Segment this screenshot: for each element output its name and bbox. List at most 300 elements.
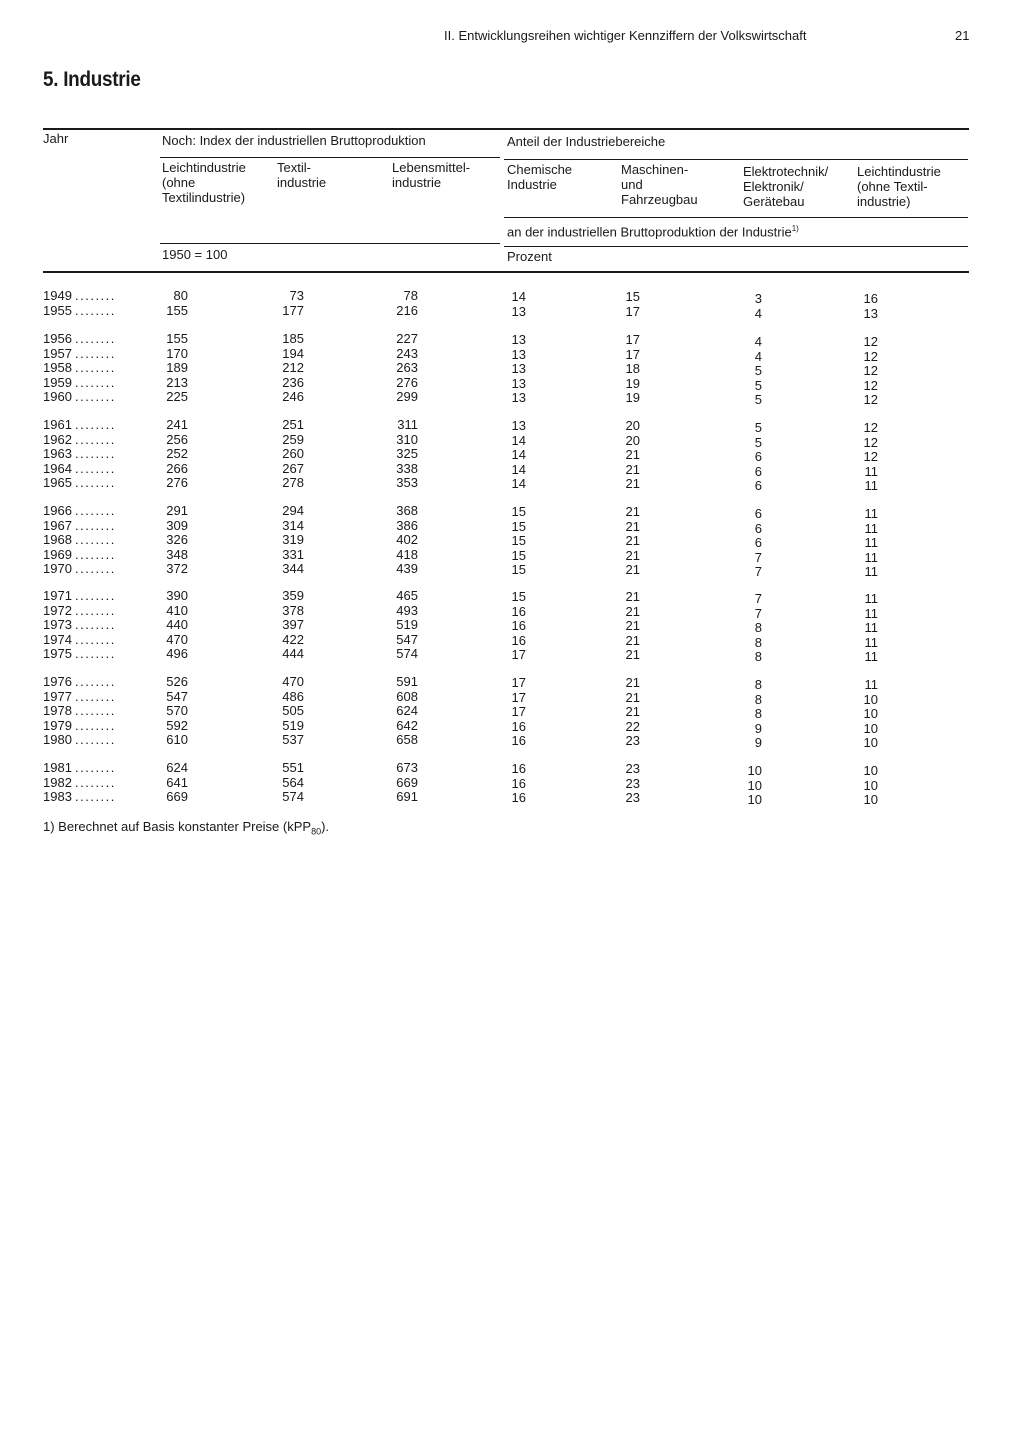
- dot-leader: ........: [75, 774, 116, 790]
- cell-chemische-industrie: 16: [511, 761, 526, 776]
- cell-textilindustrie: 73: [289, 288, 304, 303]
- table-row: [0, 732, 1024, 750]
- cell-leichtindustrie-index: 80: [173, 288, 188, 303]
- cell-elektrotechnik: 4: [754, 305, 762, 321]
- cell-lebensmittelindustrie: 263: [396, 360, 418, 375]
- cell-elektrotechnik: 9: [754, 720, 762, 736]
- cell-chemische-industrie: 14: [511, 476, 526, 491]
- cell-leichtindustrie-share: 11: [864, 549, 878, 565]
- table-row: [0, 331, 1024, 349]
- dot-leader: ........: [75, 288, 116, 303]
- cell-maschinen-fahrzeugbau: 21: [625, 618, 640, 633]
- cell-lebensmittelindustrie: 608: [396, 688, 418, 704]
- dot-leader: ........: [75, 732, 116, 747]
- year-cell: 1972: [43, 602, 72, 618]
- dot-leader: ........: [75, 588, 116, 603]
- cell-lebensmittelindustrie: 386: [396, 517, 418, 533]
- cell-lebensmittelindustrie: 658: [396, 732, 418, 747]
- table-row: [0, 517, 1024, 536]
- year-cell: 1971: [43, 588, 72, 603]
- cell-lebensmittelindustrie: 519: [396, 617, 418, 632]
- share-unit-rule: [504, 246, 968, 247]
- dot-leader: ........: [75, 789, 116, 804]
- cell-maschinen-fahrzeugbau: 18: [625, 361, 640, 376]
- cell-maschinen-fahrzeugbau: 23: [625, 733, 640, 748]
- cell-textilindustrie: 260: [282, 446, 304, 461]
- cell-maschinen-fahrzeugbau: 17: [625, 303, 640, 319]
- cell-textilindustrie: 574: [282, 789, 304, 804]
- cell-elektrotechnik: 6: [754, 463, 762, 479]
- column-header-year: Jahr: [43, 131, 69, 146]
- cell-chemische-industrie: 17: [511, 689, 526, 705]
- cell-leichtindustrie-share: 16: [863, 291, 878, 306]
- cell-lebensmittelindustrie: 299: [396, 389, 418, 404]
- cell-elektrotechnik: 10: [747, 763, 762, 778]
- table-row: [0, 546, 1024, 565]
- cell-maschinen-fahrzeugbau: 23: [625, 775, 640, 791]
- cell-maschinen-fahrzeugbau: 21: [625, 689, 640, 705]
- cell-textilindustrie: 359: [282, 588, 304, 603]
- table-row: [0, 446, 1024, 464]
- column-header-chemische-industrie: Chemische Industrie: [507, 162, 573, 192]
- cell-leichtindustrie-index: 225: [166, 389, 188, 404]
- cell-leichtindustrie-share: 10: [863, 691, 878, 707]
- cell-leichtindustrie-share: 11: [864, 478, 878, 493]
- cell-leichtindustrie-share: 11: [864, 520, 878, 536]
- cell-leichtindustrie-share: 10: [863, 735, 878, 750]
- group-header-share: Anteil der Industriebereiche: [507, 134, 666, 149]
- cell-elektrotechnik: 8: [754, 620, 762, 635]
- cell-textilindustrie: 194: [282, 345, 304, 361]
- cell-leichtindustrie-share: 12: [863, 392, 878, 407]
- table-row: [0, 703, 1024, 721]
- cell-chemische-industrie: 15: [511, 533, 526, 548]
- table-row: [0, 617, 1024, 635]
- cell-textilindustrie: 470: [282, 674, 304, 689]
- year-cell: 1963: [43, 446, 72, 461]
- year-cell: 1977: [43, 688, 72, 704]
- cell-textilindustrie: 378: [282, 602, 304, 618]
- cell-maschinen-fahrzeugbau: 21: [625, 476, 640, 491]
- cell-elektrotechnik: 7: [754, 591, 762, 606]
- cell-leichtindustrie-index: 170: [166, 345, 188, 361]
- cell-leichtindustrie-share: 11: [864, 649, 878, 664]
- year-cell: 1966: [43, 503, 72, 518]
- column-header-leichtindustrie-index: Leichtindustrie (ohne Textilindustrie): [162, 160, 246, 205]
- cell-leichtindustrie-share: 11: [864, 605, 878, 621]
- cell-elektrotechnik: 5: [754, 434, 762, 450]
- table-row: [0, 460, 1024, 479]
- cell-leichtindustrie-index: 309: [166, 517, 188, 533]
- cell-textilindustrie: 397: [282, 617, 304, 632]
- cell-leichtindustrie-index: 610: [166, 732, 188, 747]
- cell-leichtindustrie-index: 155: [166, 302, 188, 318]
- cell-chemische-industrie: 17: [511, 675, 526, 690]
- column-header-lebensmittelindustrie: Lebensmittel- industrie: [392, 160, 471, 190]
- cell-elektrotechnik: 8: [754, 634, 762, 650]
- cell-leichtindustrie-index: 348: [166, 546, 188, 562]
- cell-elektrotechnik: 6: [754, 449, 762, 464]
- year-cell: 1983: [43, 789, 72, 804]
- cell-maschinen-fahrzeugbau: 21: [625, 518, 640, 534]
- cell-leichtindustrie-index: 570: [166, 703, 188, 718]
- cell-chemische-industrie: 15: [511, 562, 526, 577]
- cell-maschinen-fahrzeugbau: 22: [625, 718, 640, 734]
- cell-leichtindustrie-share: 12: [863, 434, 878, 450]
- cell-elektrotechnik: 6: [754, 535, 762, 550]
- dot-leader: ........: [75, 631, 116, 647]
- cell-leichtindustrie-share: 12: [863, 420, 878, 435]
- year-cell: 1949: [43, 288, 72, 303]
- cell-chemische-industrie: 13: [511, 303, 526, 319]
- table-row: [0, 760, 1024, 778]
- cell-lebensmittelindustrie: 227: [396, 331, 418, 346]
- page-number: 21: [955, 28, 970, 43]
- cell-lebensmittelindustrie: 624: [396, 703, 418, 718]
- cell-elektrotechnik: 7: [754, 564, 762, 579]
- cell-lebensmittelindustrie: 547: [396, 631, 418, 647]
- cell-chemische-industrie: 15: [511, 518, 526, 534]
- year-cell: 1982: [43, 774, 72, 790]
- table-row: [0, 345, 1024, 364]
- cell-leichtindustrie-index: 189: [166, 360, 188, 375]
- cell-elektrotechnik: 7: [754, 549, 762, 565]
- cell-textilindustrie: 319: [282, 532, 304, 547]
- cell-chemische-industrie: 16: [511, 790, 526, 805]
- cell-chemische-industrie: 16: [511, 775, 526, 791]
- cell-leichtindustrie-index: 213: [166, 374, 188, 390]
- cell-lebensmittelindustrie: 276: [396, 374, 418, 390]
- cell-textilindustrie: 278: [282, 475, 304, 490]
- cell-maschinen-fahrzeugbau: 21: [625, 461, 640, 477]
- running-title: II. Entwicklungsreihen wichtiger Kennziffern der Volkswirtschaft: [444, 28, 807, 43]
- cell-lebensmittelindustrie: 493: [396, 602, 418, 618]
- cell-leichtindustrie-index: 669: [166, 789, 188, 804]
- cell-leichtindustrie-share: 13: [863, 305, 878, 321]
- cell-chemische-industrie: 13: [511, 375, 526, 391]
- table-row: [0, 360, 1024, 378]
- dot-leader: ........: [75, 717, 116, 733]
- cell-leichtindustrie-share: 10: [863, 792, 878, 807]
- cell-chemische-industrie: 17: [511, 647, 526, 662]
- cell-leichtindustrie-share: 12: [863, 449, 878, 464]
- cell-chemische-industrie: 13: [511, 361, 526, 376]
- dot-leader: ........: [75, 360, 116, 375]
- cell-leichtindustrie-share: 11: [864, 506, 878, 521]
- cell-leichtindustrie-index: 547: [166, 688, 188, 704]
- cell-leichtindustrie-share: 10: [863, 720, 878, 736]
- index-group-rule: [160, 157, 500, 158]
- cell-leichtindustrie-index: 592: [166, 717, 188, 733]
- cell-leichtindustrie-index: 390: [166, 588, 188, 603]
- cell-leichtindustrie-index: 155: [166, 331, 188, 346]
- dot-leader: ........: [75, 760, 116, 775]
- cell-leichtindustrie-index: 276: [166, 475, 188, 490]
- cell-textilindustrie: 294: [282, 503, 304, 518]
- dot-leader: ........: [75, 546, 116, 562]
- cell-textilindustrie: 212: [282, 360, 304, 375]
- cell-textilindustrie: 519: [282, 717, 304, 733]
- cell-elektrotechnik: 6: [754, 520, 762, 536]
- cell-lebensmittelindustrie: 353: [396, 475, 418, 490]
- cell-leichtindustrie-share: 10: [863, 777, 878, 793]
- cell-chemische-industrie: 13: [511, 418, 526, 433]
- table-row: [0, 789, 1024, 807]
- cell-leichtindustrie-index: 496: [166, 646, 188, 661]
- cell-elektrotechnik: 8: [754, 677, 762, 692]
- cell-lebensmittelindustrie: 325: [396, 446, 418, 461]
- dot-leader: ........: [75, 532, 116, 547]
- cell-leichtindustrie-share: 11: [864, 620, 878, 635]
- dot-leader: ........: [75, 417, 116, 432]
- cell-maschinen-fahrzeugbau: 21: [625, 632, 640, 648]
- cell-lebensmittelindustrie: 311: [397, 417, 418, 432]
- cell-textilindustrie: 331: [282, 546, 304, 562]
- cell-chemische-industrie: 15: [511, 547, 526, 563]
- cell-leichtindustrie-index: 266: [166, 460, 188, 476]
- cell-leichtindustrie-share: 11: [864, 591, 878, 606]
- cell-chemische-industrie: 13: [511, 390, 526, 405]
- cell-leichtindustrie-share: 11: [864, 634, 878, 650]
- dot-leader: ........: [75, 460, 116, 476]
- cell-chemische-industrie: 16: [511, 718, 526, 734]
- cell-textilindustrie: 177: [282, 302, 304, 318]
- cell-maschinen-fahrzeugbau: 17: [625, 346, 640, 362]
- cell-leichtindustrie-index: 372: [166, 561, 188, 576]
- share-group-rule: [504, 159, 968, 160]
- footnote: 1) Berechnet auf Basis konstanter Preise (kPP$_{80}$).: [43, 819, 330, 837]
- dot-leader: ........: [75, 602, 116, 618]
- cell-maschinen-fahrzeugbau: 21: [625, 647, 640, 662]
- cell-textilindustrie: 505: [282, 703, 304, 718]
- cell-leichtindustrie-share: 12: [863, 334, 878, 349]
- cell-leichtindustrie-share: 11: [864, 535, 878, 550]
- cell-elektrotechnik: 8: [754, 649, 762, 664]
- year-cell: 1957: [43, 345, 72, 361]
- dot-leader: ........: [75, 503, 116, 518]
- cell-lebensmittelindustrie: 669: [396, 774, 418, 790]
- column-header-leichtindustrie-share: Leichtindustrie (ohne Textil- industrie): [857, 164, 941, 209]
- cell-elektrotechnik: 3: [754, 291, 762, 306]
- cell-chemische-industrie: 13: [511, 346, 526, 362]
- cell-leichtindustrie-index: 526: [166, 674, 188, 689]
- cell-lebensmittelindustrie: 78: [403, 288, 418, 303]
- cell-elektrotechnik: 10: [747, 792, 762, 807]
- cell-leichtindustrie-index: 470: [166, 631, 188, 647]
- cell-textilindustrie: 444: [282, 646, 304, 661]
- cell-textilindustrie: 551: [282, 760, 304, 775]
- table-header-bottom-rule: [43, 271, 969, 273]
- cell-lebensmittelindustrie: 691: [396, 789, 418, 804]
- table-row: [0, 602, 1024, 621]
- year-cell: 1964: [43, 460, 72, 476]
- cell-maschinen-fahrzeugbau: 20: [625, 418, 640, 433]
- year-cell: 1969: [43, 546, 72, 562]
- cell-maschinen-fahrzeugbau: 19: [625, 375, 640, 391]
- dot-leader: ........: [75, 703, 116, 718]
- column-header-maschinen-fahrzeugbau: Maschinen- und Fahrzeugbau: [621, 162, 698, 207]
- year-cell: 1981: [43, 760, 72, 775]
- dot-leader: ........: [75, 431, 116, 447]
- cell-maschinen-fahrzeugbau: 21: [625, 589, 640, 604]
- dot-leader: ........: [75, 331, 116, 346]
- cell-lebensmittelindustrie: 591: [396, 674, 418, 689]
- cell-textilindustrie: 537: [282, 732, 304, 747]
- cell-maschinen-fahrzeugbau: 21: [625, 704, 640, 719]
- cell-elektrotechnik: 4: [754, 334, 762, 349]
- table-row: [0, 561, 1024, 579]
- cell-lebensmittelindustrie: 216: [396, 302, 418, 318]
- cell-chemische-industrie: 16: [511, 618, 526, 633]
- cell-textilindustrie: 251: [282, 417, 304, 432]
- cell-chemische-industrie: 16: [511, 603, 526, 619]
- cell-chemische-industrie: 16: [511, 733, 526, 748]
- cell-leichtindustrie-index: 291: [166, 503, 188, 518]
- table-row: [0, 717, 1024, 736]
- cell-elektrotechnik: 5: [754, 392, 762, 407]
- year-cell: 1956: [43, 331, 72, 346]
- cell-lebensmittelindustrie: 642: [396, 717, 418, 733]
- table-row: [0, 774, 1024, 793]
- cell-textilindustrie: 246: [282, 389, 304, 404]
- dot-leader: ........: [75, 646, 116, 661]
- table-row: [0, 431, 1024, 450]
- cell-leichtindustrie-share: 11: [864, 463, 878, 479]
- share-unit-label: Prozent: [507, 249, 552, 264]
- cell-maschinen-fahrzeugbau: 23: [625, 761, 640, 776]
- year-cell: 1979: [43, 717, 72, 733]
- column-header-elektrotechnik: Elektrotechnik/ Elektronik/ Gerätebau: [743, 164, 829, 209]
- cell-leichtindustrie-index: 440: [166, 617, 188, 632]
- share-basis-label: an der industriellen Bruttoproduktion der Industrie$^{1)}$: [507, 224, 799, 240]
- year-cell: 1960: [43, 389, 72, 404]
- cell-maschinen-fahrzeugbau: 21: [625, 603, 640, 619]
- cell-textilindustrie: 185: [282, 331, 304, 346]
- dot-leader: ........: [75, 561, 116, 576]
- cell-lebensmittelindustrie: 368: [396, 503, 418, 518]
- cell-maschinen-fahrzeugbau: 21: [625, 533, 640, 548]
- cell-lebensmittelindustrie: 338: [396, 460, 418, 476]
- cell-elektrotechnik: 9: [754, 735, 762, 750]
- table-row: [0, 688, 1024, 707]
- cell-maschinen-fahrzeugbau: 21: [625, 447, 640, 462]
- dot-leader: ........: [75, 374, 116, 390]
- table-row: [0, 532, 1024, 550]
- cell-chemische-industrie: 13: [511, 332, 526, 347]
- cell-lebensmittelindustrie: 310: [396, 431, 418, 447]
- year-cell: 1968: [43, 532, 72, 547]
- cell-elektrotechnik: 7: [754, 605, 762, 621]
- section-title: 5. Industrie: [43, 68, 141, 91]
- cell-leichtindustrie-index: 410: [166, 602, 188, 618]
- cell-elektrotechnik: 6: [754, 506, 762, 521]
- cell-maschinen-fahrzeugbau: 21: [625, 504, 640, 519]
- table-row: [0, 503, 1024, 521]
- group-header-index: Noch: Index der industriellen Bruttoproduktion: [162, 133, 426, 148]
- cell-maschinen-fahrzeugbau: 17: [625, 332, 640, 347]
- year-cell: 1965: [43, 475, 72, 490]
- cell-textilindustrie: 422: [282, 631, 304, 647]
- cell-lebensmittelindustrie: 439: [396, 561, 418, 576]
- dot-leader: ........: [75, 446, 116, 461]
- year-cell: 1955: [43, 302, 72, 318]
- cell-elektrotechnik: 4: [754, 348, 762, 364]
- table-row: [0, 288, 1024, 306]
- table-row: [0, 475, 1024, 493]
- dot-leader: ........: [75, 345, 116, 361]
- year-cell: 1978: [43, 703, 72, 718]
- cell-leichtindustrie-index: 241: [166, 417, 188, 432]
- cell-lebensmittelindustrie: 673: [396, 760, 418, 775]
- year-cell: 1958: [43, 360, 72, 375]
- table-row: [0, 588, 1024, 606]
- cell-textilindustrie: 486: [282, 688, 304, 704]
- year-cell: 1974: [43, 631, 72, 647]
- dot-leader: ........: [75, 517, 116, 533]
- year-cell: 1976: [43, 674, 72, 689]
- year-cell: 1973: [43, 617, 72, 632]
- cell-elektrotechnik: 5: [754, 377, 762, 393]
- cell-leichtindustrie-share: 12: [863, 377, 878, 393]
- cell-maschinen-fahrzeugbau: 20: [625, 432, 640, 448]
- table-row: [0, 646, 1024, 664]
- cell-leichtindustrie-share: 10: [863, 706, 878, 721]
- table-row: [0, 674, 1024, 692]
- dot-leader: ........: [75, 617, 116, 632]
- year-cell: 1961: [43, 417, 72, 432]
- cell-leichtindustrie-share: 11: [864, 677, 878, 692]
- table-row: [0, 302, 1024, 321]
- dot-leader: ........: [75, 475, 116, 490]
- year-cell: 1970: [43, 561, 72, 576]
- cell-leichtindustrie-index: 641: [166, 774, 188, 790]
- cell-textilindustrie: 344: [282, 561, 304, 576]
- cell-textilindustrie: 259: [282, 431, 304, 447]
- cell-chemische-industrie: 16: [511, 632, 526, 648]
- dot-leader: ........: [75, 302, 116, 318]
- cell-elektrotechnik: 5: [754, 420, 762, 435]
- cell-textilindustrie: 314: [282, 517, 304, 533]
- cell-chemische-industrie: 17: [511, 704, 526, 719]
- cell-maschinen-fahrzeugbau: 21: [625, 562, 640, 577]
- year-cell: 1967: [43, 517, 72, 533]
- cell-leichtindustrie-share: 10: [863, 763, 878, 778]
- cell-chemische-industrie: 14: [511, 447, 526, 462]
- cell-elektrotechnik: 8: [754, 691, 762, 707]
- cell-elektrotechnik: 8: [754, 706, 762, 721]
- cell-chemische-industrie: 15: [511, 504, 526, 519]
- column-header-textilindustrie: Textil- industrie: [277, 160, 327, 190]
- table-row: [0, 631, 1024, 650]
- index-unit-label: 1950 = 100: [162, 247, 228, 262]
- dot-leader: ........: [75, 688, 116, 704]
- cell-lebensmittelindustrie: 465: [396, 588, 418, 603]
- cell-chemische-industrie: 14: [511, 461, 526, 477]
- cell-textilindustrie: 267: [282, 460, 304, 476]
- cell-leichtindustrie-index: 256: [166, 431, 188, 447]
- dot-leader: ........: [75, 389, 116, 404]
- cell-chemische-industrie: 14: [511, 289, 526, 304]
- cell-elektrotechnik: 10: [747, 777, 762, 793]
- table-top-rule: [43, 128, 969, 130]
- cell-elektrotechnik: 5: [754, 363, 762, 378]
- cell-elektrotechnik: 6: [754, 478, 762, 493]
- cell-leichtindustrie-index: 624: [166, 760, 188, 775]
- cell-leichtindustrie-share: 12: [863, 363, 878, 378]
- cell-leichtindustrie-index: 326: [166, 532, 188, 547]
- cell-maschinen-fahrzeugbau: 19: [625, 390, 640, 405]
- table-row: [0, 389, 1024, 407]
